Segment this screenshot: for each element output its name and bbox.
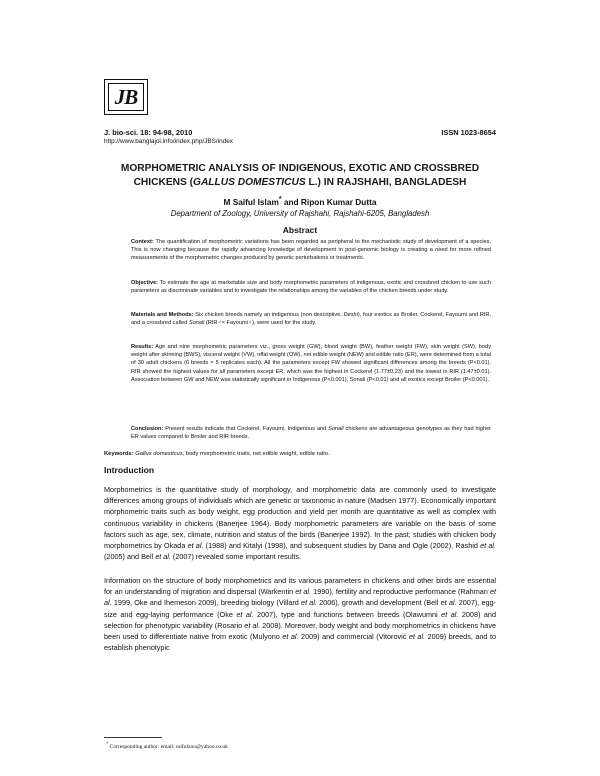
- abstract-text: The quantification of morphometric variations has been regarded as peripheral to the mechanistic study of development of a species. This is now changing because the rapidly advancing knowledge of development in post-genomic biology is creating a need for more refined measurements of the morphometric changes produced by genetic perturbations or treatments.: [131, 239, 491, 262]
- abstract-italic: Sonali: [328, 426, 344, 432]
- author-conjunction: and: [281, 196, 301, 207]
- intro-paragraph-1: [104, 484, 496, 562]
- footnote-text: Corresponding author: email: saifulzoo@yahoo.co.uk: [108, 743, 228, 750]
- author-name: M Saiful Islam: [223, 196, 279, 207]
- keywords: [104, 451, 496, 457]
- abstract-label: Results:: [131, 344, 154, 350]
- body-text: 2006), growth and development (Bell: [316, 598, 441, 608]
- footnote: [106, 741, 228, 750]
- et-al: et al.: [441, 609, 459, 619]
- body-text: 2009) and commercial (Vitorović: [298, 632, 409, 642]
- abstract-methods: [131, 311, 491, 327]
- footnote-mark: *: [106, 741, 109, 746]
- paper-title-line-1: MORPHOMETRIC ANALYSIS OF INDIGENOUS, EXOTIC AND CROSSBRED: [120, 163, 480, 174]
- abstract-heading: Abstract: [282, 225, 318, 235]
- abstract-text: (RIR♂× Fayoumi♀), were used for the study.: [204, 320, 317, 327]
- et-al: et al.: [301, 598, 317, 608]
- et-al: et al.: [104, 587, 496, 608]
- journal-url[interactable]: http://www.banglajol.info/index.php/JBS/index: [104, 138, 233, 145]
- abstract-italic: Deshi: [343, 312, 358, 318]
- body-text: (1988) and Kitalyi (1998), and subsequent studies by Dana and Ogle (2002), Rashid: [203, 541, 481, 551]
- keywords-label: Keywords:: [104, 451, 134, 457]
- abstract-results: [131, 343, 491, 384]
- et-al: et al.: [295, 587, 312, 597]
- keywords-italic: Gallus domesticus: [133, 451, 183, 457]
- et-al: et al.: [282, 632, 299, 642]
- title-text: CHICKENS (: [133, 177, 194, 188]
- body-text: 2008) and selection for phenotypic variability (Rosario: [104, 609, 496, 630]
- issn: ISSN 1023-8654: [441, 128, 496, 137]
- body-text: Information on the structure of body morphometrics and its various parameters in chickens and other birds are essential for an understanding of migration and dispersal (Warkentin: [104, 576, 496, 597]
- abstract-italic: Sonali: [188, 320, 205, 327]
- abstract-label: Materials and Methods:: [131, 312, 194, 318]
- et-al: et al.: [236, 609, 254, 619]
- title-text: L.) IN RAJSHAHI, BANGLADESH: [305, 177, 467, 188]
- abstract-conclusion: [131, 425, 491, 441]
- section-heading-introduction: Introduction: [104, 465, 155, 475]
- paper-title-line-2: [100, 177, 500, 188]
- body-text: 2009) breeds, and to establish phenotypic: [104, 632, 496, 653]
- et-al: et al.: [440, 598, 457, 608]
- authors: [100, 196, 500, 207]
- footnote-rule: [104, 737, 162, 738]
- affiliation: Department of Zoology, University of Rajshahi, Rajshahi-6205, Bangladesh: [170, 209, 430, 218]
- body-text: 2007), type and functions between breeds (Olawumni: [253, 609, 442, 619]
- author-name: Ripon Kumar Dutta: [300, 196, 377, 207]
- et-al: et al.: [155, 552, 171, 562]
- body-text: 1999, Oke and Ihemeson 2009), breeding biology (Villard: [111, 598, 302, 608]
- et-al: et al.: [408, 632, 426, 642]
- body-text: 1990), fertility and reproductive performance (Rahman: [311, 587, 490, 597]
- abstract-text: ), four exotics as Broiler, Cockerel, Fayoumi and RIR, and a crossbred called: [131, 312, 492, 327]
- abstract-text: Age and nine morphometric parameters viz., gross weight (GW), blood weight (BW), feather weight (FW), skin weight (SW), body weight after skinning (BWS), visceral weight (VW), offal weight (OW), net edible weight (NEW) and edible ratio (ER), were determined from a total of 30 adult chickens (6 breeds × 5 replicates each). All the parameters except FW showed significant differences among the breeds (P<0.01). RIR showed the highest values for all parameters except ER, which was the highest in Cockerel (1.77±0.23) and the lowest in RIR (1.47±0.01). Association between GW and NEW was statistically significant in Indigenous (P<0.001), Sonali (P<0.01) and all exotics except Broiler (P<0.001).: [131, 344, 491, 383]
- abstract-label: Context:: [131, 239, 154, 245]
- keywords-text: , body morphometric traits, net edible weight, edible ratio.: [182, 451, 330, 457]
- body-text: (2007) revealed some important results.: [170, 552, 302, 562]
- abstract-label: Conclusion:: [131, 426, 164, 432]
- body-text: 2008). Moreover, body weight and body morphometrics in chickens have been used to differentiate native from exotic (Mulyono: [104, 620, 496, 642]
- abstract-context: [131, 238, 491, 263]
- journal-citation: J. bio-sci. 18: 94-98, 2010: [104, 128, 193, 137]
- body-text: Morphometrics is the quantitative study of morphology, and morphometric data are commonly used to investigate differences among groups of individuals which are genetic or taxonomic in nature (Madsen 1977). Economically important morphometric traits such as body weight, egg production and yield per month are quantitative as well as complex with continuous variability in chickens (Banerjee 1964). Body morphometric parameters are variable on the basis of some factors such as age, sex, climate, nutrition and status of the birds (Banerjee 1992). In the past, studies with chicken body morphometrics by Okada: [104, 485, 496, 551]
- abstract-label: Objective:: [131, 280, 159, 286]
- corresponding-mark: *: [278, 196, 282, 203]
- abstract-text: chickens are advantageous genotypes as they had higher ER values compared to Broiler and RIR breeds.: [131, 426, 491, 441]
- journal-logo-mark: JB: [108, 83, 144, 111]
- et-al: et al.: [244, 620, 261, 630]
- abstract-text: Six chicken breeds namely an indigenous (non descriptive,: [193, 312, 344, 318]
- title-species: GALLUS DOMESTICUS: [193, 177, 306, 188]
- et-al: et al.: [480, 541, 497, 551]
- abstract-text: Present results indicate that Cockerel, Fayoumi, Indigenous and: [163, 426, 329, 432]
- abstract-objective: [131, 279, 491, 295]
- abstract-text: To estimate the age at marketable size and body morphometric parameters of indigenous, exotic and crossbred chicken to use such parameters as discriminate variables and to investigate the relationships among the variables of the chicken breeds under study.: [131, 280, 491, 295]
- journal-logo: [104, 79, 148, 115]
- et-al: et al.: [187, 541, 204, 551]
- intro-paragraph-2: [104, 575, 496, 653]
- body-text: 2007), egg-size and egg-laying performance (Oke: [104, 598, 496, 619]
- body-text: (2005) and Bell: [104, 552, 156, 562]
